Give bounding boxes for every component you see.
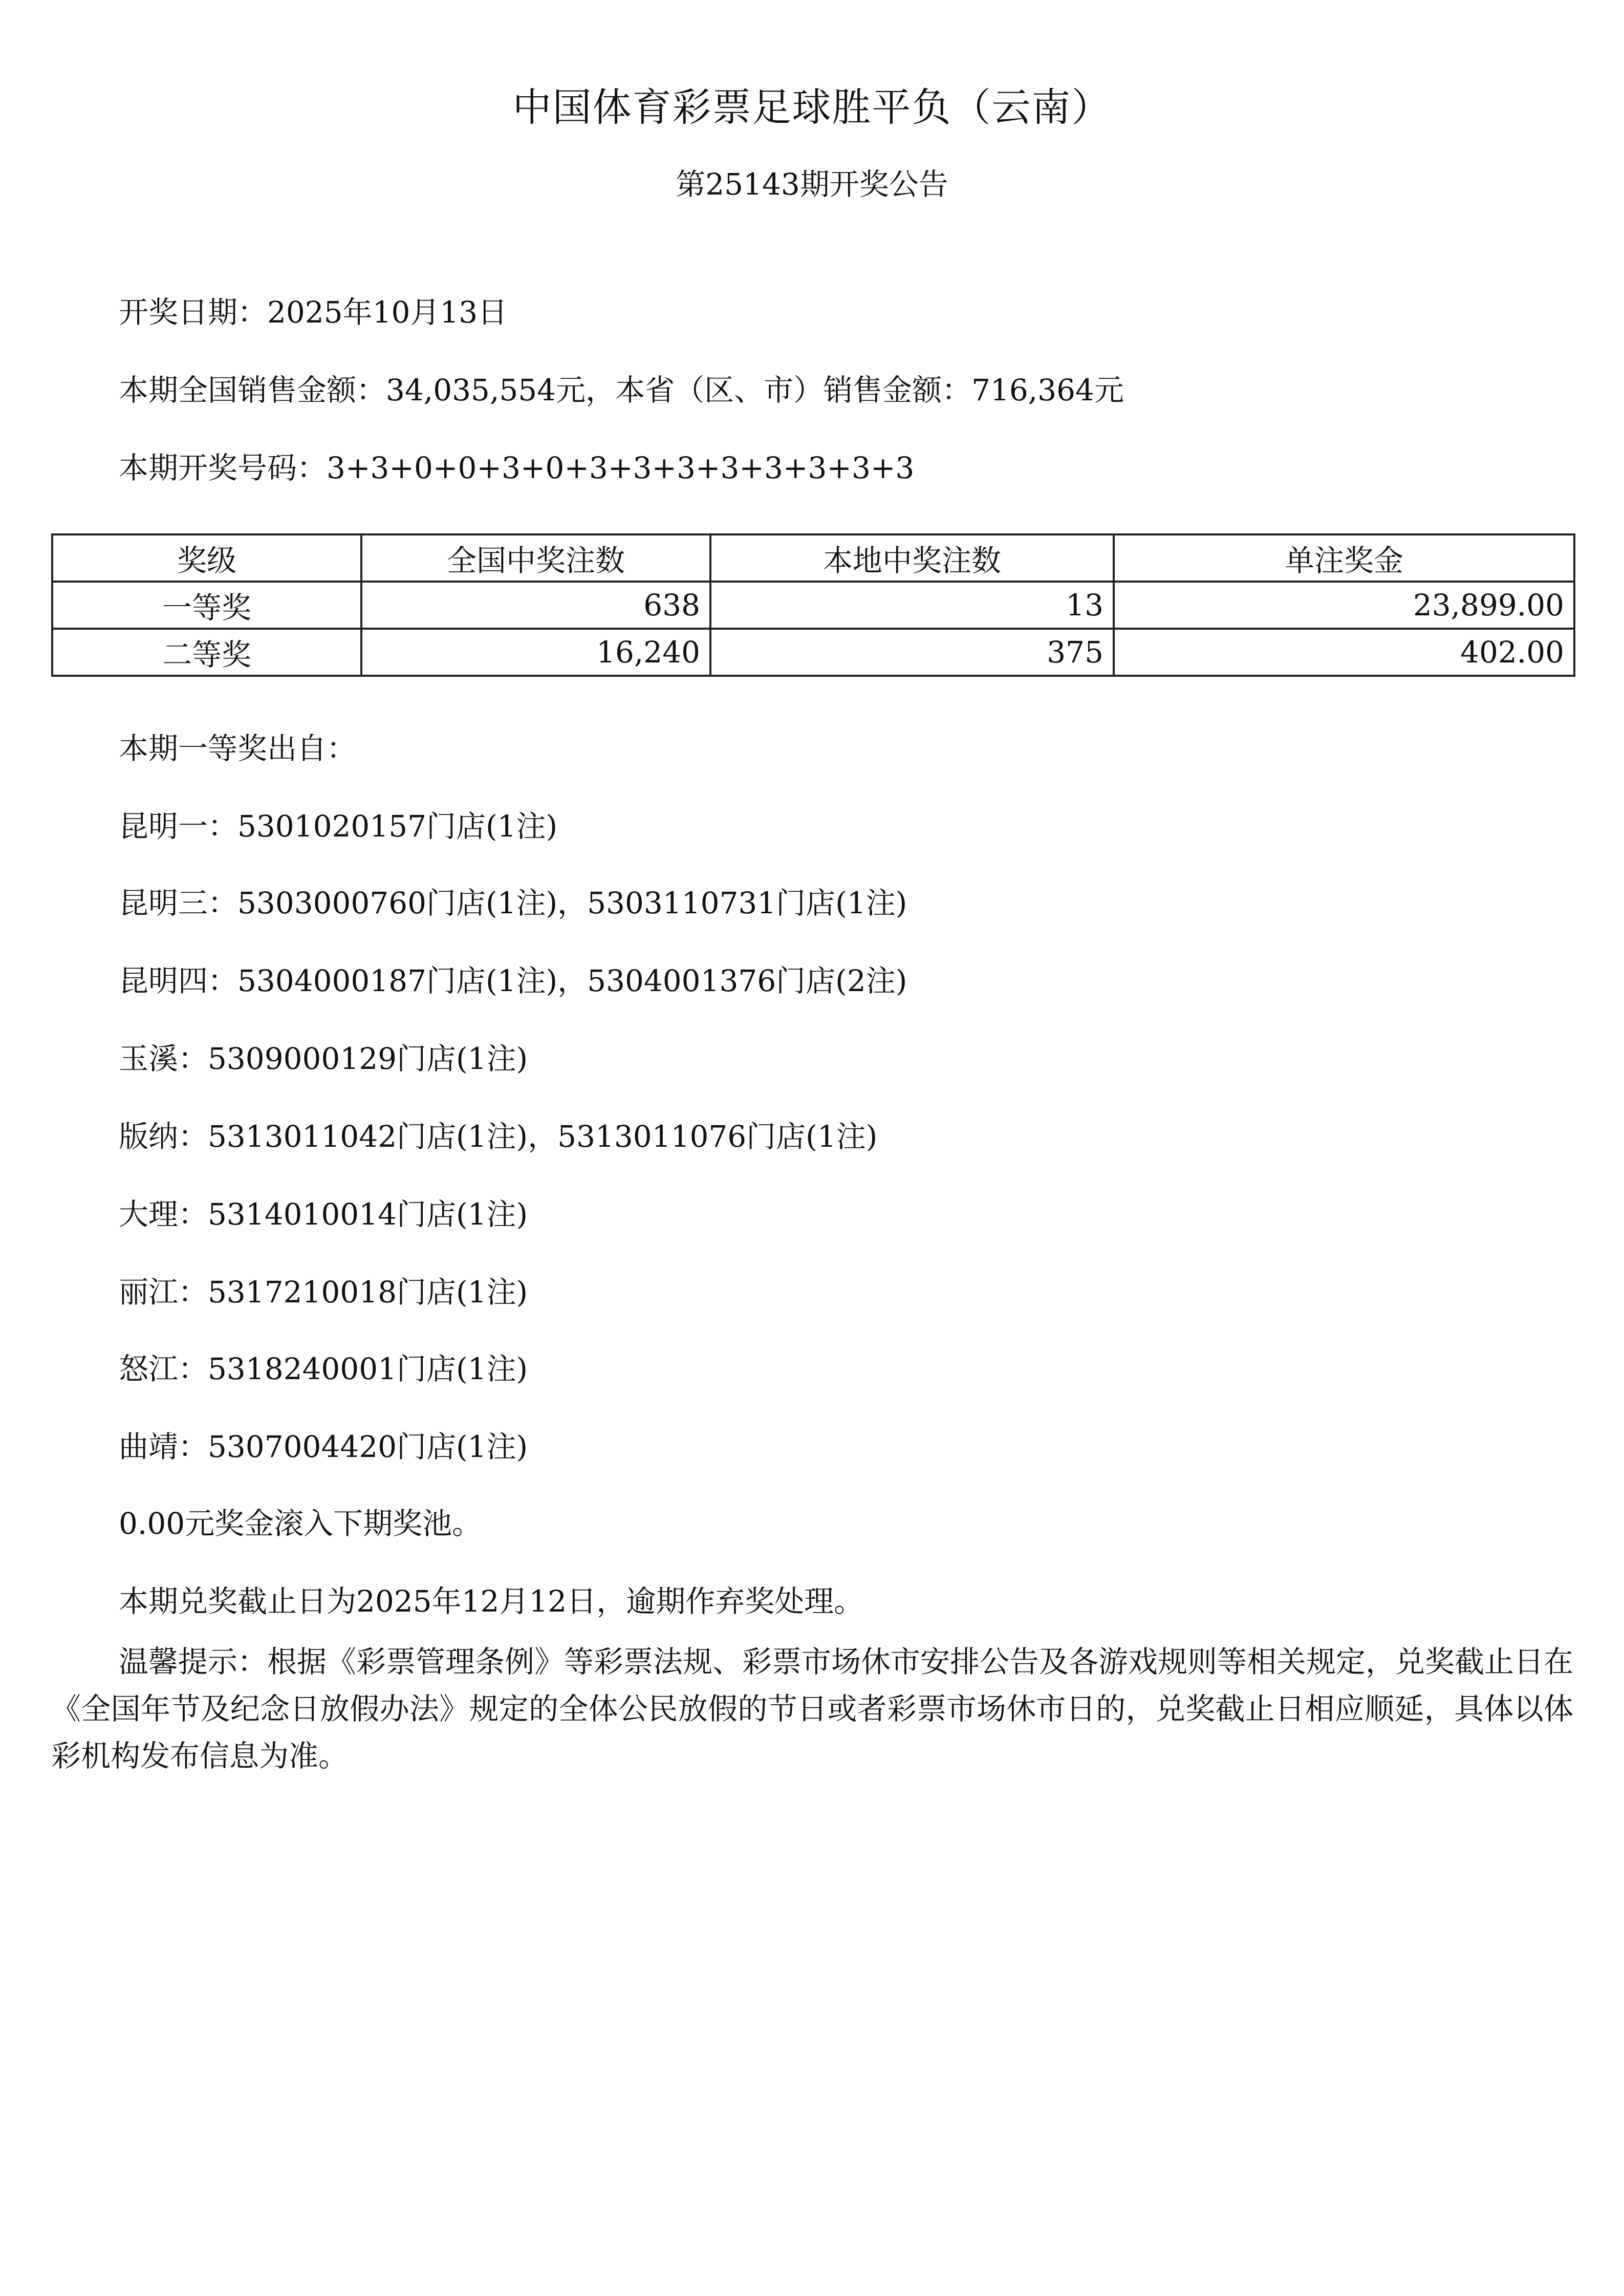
winner-line: 玉溪：5309000129门店(1注): [119, 1041, 528, 1076]
winner-line: 曲靖：5307004420门店(1注): [119, 1429, 528, 1464]
prize-amount: 23,899.00: [1114, 582, 1574, 629]
local-winners: 375: [710, 629, 1114, 676]
rollover-note: 0.00元奖金滚入下期奖池。: [119, 1506, 482, 1541]
local-winners: 13: [710, 582, 1114, 629]
column-header: 奖级: [52, 534, 361, 582]
claim-deadline: 本期兑奖截止日为2025年12月12日，逾期作弃奖处理。: [119, 1584, 864, 1619]
winner-line: 大理：5314010014门店(1注): [119, 1197, 528, 1232]
prize-amount: 402.00: [1114, 629, 1574, 676]
national-winners: 16,240: [361, 629, 710, 676]
prize-level: 二等奖: [52, 629, 361, 676]
winner-line: 版纳：5313011042门店(1注)，5313011076门店(1注): [119, 1119, 878, 1154]
winner-line: 丽江：5317210018门店(1注): [119, 1275, 528, 1310]
prize-level: 一等奖: [52, 582, 361, 629]
page-subtitle: 第25143期开奖公告: [676, 167, 948, 202]
prize-table: [51, 533, 1575, 677]
winner-line: 昆明一：5301020157门店(1注): [119, 809, 558, 844]
table-header-row: [52, 534, 1574, 582]
winners-heading: 本期一等奖出自：: [119, 731, 357, 766]
winner-line: 昆明四：5304000187门店(1注)，5304001376门店(2注): [119, 963, 907, 998]
draw-date: 开奖日期：2025年10月13日: [119, 295, 508, 330]
table-row: [52, 582, 1574, 629]
column-header: 单注奖金: [1114, 534, 1574, 582]
column-header: 本地中奖注数: [710, 534, 1114, 582]
reminder-notice: 温馨提示：根据《彩票管理条例》等彩票法规、彩票市场休市安排公告及各游戏规则等相关规定，兑奖截止日在《全国年节及纪念日放假办法》规定的全体公民放假的节日或者彩票市场休市日的，兑奖截止日相应顺延，具体以体彩机构发布信息为准。: [51, 1644, 1574, 1773]
national-winners: 638: [361, 582, 710, 629]
table-row: [52, 629, 1574, 676]
page-title: 中国体育彩票足球胜平负（云南）: [512, 84, 1112, 130]
winning-numbers: 本期开奖号码：3+3+0+0+3+0+3+3+3+3+3+3+3+3: [119, 450, 915, 485]
column-header: 全国中奖注数: [361, 534, 710, 582]
sales-amount: 本期全国销售金额：34,035,554元，本省（区、市）销售金额：716,364元: [119, 373, 1124, 407]
winner-line: 怒江：5318240001门店(1注): [119, 1351, 528, 1386]
winner-line: 昆明三：5303000760门店(1注)，5303110731门店(1注): [119, 886, 907, 920]
